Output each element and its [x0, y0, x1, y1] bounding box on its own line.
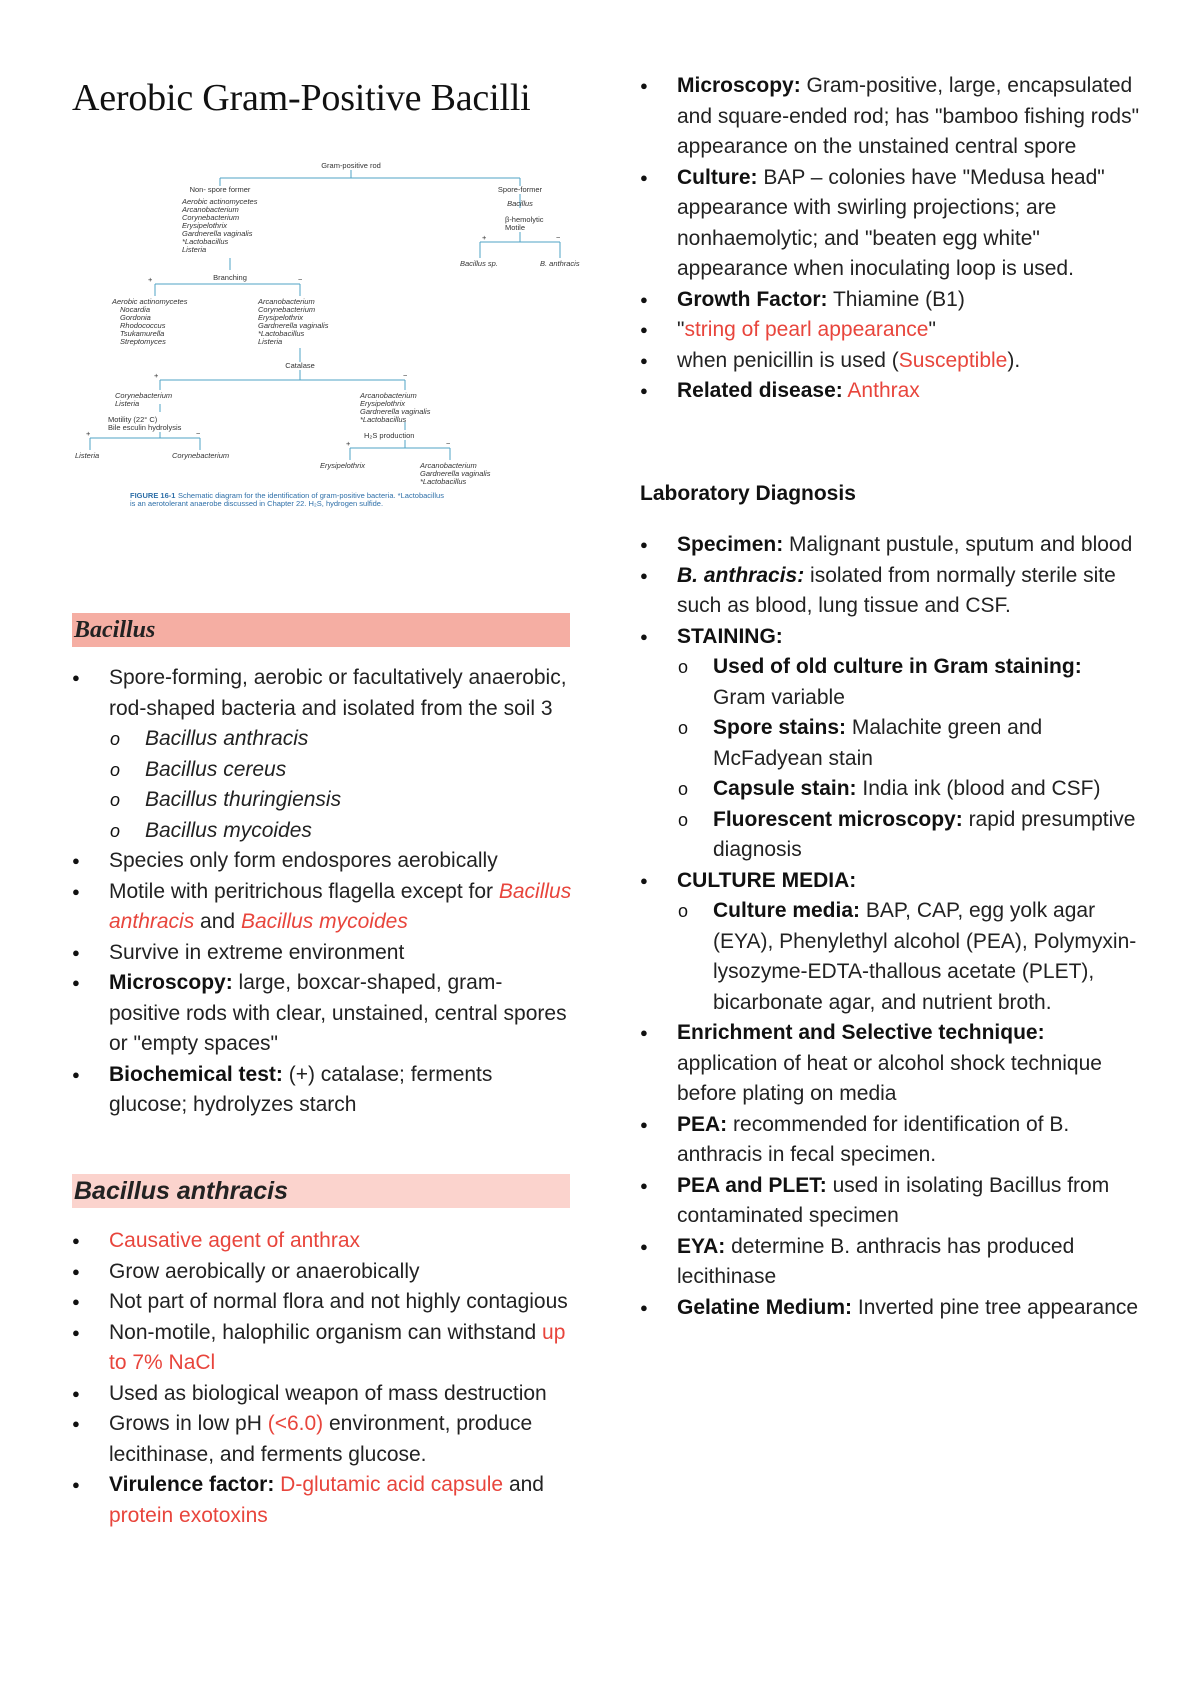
- list-item: ● Grow aerobically or anaerobically: [72, 1257, 572, 1288]
- fig-branch-yes: Tsukamurella: [120, 329, 165, 338]
- fig-branch-yes: Rhodococcus: [120, 321, 166, 330]
- list-item: ● PEA: recommended for identification of B. anthracis in fecal specimen.: [640, 1110, 1140, 1171]
- fig-branching: Branching: [213, 273, 247, 282]
- fig-cat-neg: Erysipelothrix: [360, 399, 406, 408]
- lab-diagnosis-heading: Laboratory Diagnosis: [640, 482, 856, 505]
- sub-item: o Capsule stain: India ink (blood and CSF): [640, 774, 1140, 805]
- fig-cat-neg: *Lactobacillus: [360, 415, 407, 424]
- list-item: ● Motile with peritrichous flagella except for Bacillus anthracis and Bacillus mycoides: [72, 877, 572, 938]
- list-item: ● Virulence factor: D-glutamic acid capsule and protein exotoxins: [72, 1470, 572, 1531]
- species-item: o Bacillus mycoides: [72, 816, 572, 847]
- list-item: ● Grows in low pH (<6.0) environment, produce lecithinase, and ferments glucose.: [72, 1409, 572, 1470]
- list-item: ● Non-motile, halophilic organism can withstand up to 7% NaCl: [72, 1318, 572, 1379]
- list-item: ● Enrichment and Selective technique: application of heat or alcohol shock technique before plating on media: [640, 1018, 1140, 1110]
- fig-plus: +: [482, 233, 487, 242]
- list-item: ● Not part of normal flora and not highly contagious: [72, 1287, 572, 1318]
- fig-h2s-neg: Gardnerella vaginalis: [420, 469, 491, 478]
- fig-catalase: Catalase: [285, 361, 315, 370]
- fig-plus: +: [148, 275, 153, 284]
- fig-motility: Motility (22° C): [108, 415, 158, 424]
- species-item: o Bacillus thuringiensis: [72, 785, 572, 816]
- fig-minus: −: [446, 439, 451, 448]
- fig-cat-pos: Corynebacterium: [115, 391, 173, 400]
- fig-h2s-neg: Arcanobacterium: [420, 461, 477, 470]
- list-item: ● Specimen: Malignant pustule, sputum and blood: [640, 530, 1140, 561]
- fig-erysipelothrix: Erysipelothrix: [320, 461, 366, 470]
- fig-nonspore-item: Corynebacterium: [182, 213, 240, 222]
- fig-spore: Spore-former: [497, 185, 543, 194]
- fig-h2s-neg: *Lactobacillus: [420, 477, 467, 486]
- fig-branch-no: Gardnerella vaginalis: [258, 321, 329, 330]
- fig-caption-text: Schematic diagram for the identification of gram-positive bacteria. *Lactobacillus: [178, 491, 444, 500]
- fig-minus: −: [556, 233, 561, 242]
- list-item: ● CULTURE MEDIA:: [640, 866, 1140, 897]
- species-item: o Bacillus anthracis: [72, 724, 572, 755]
- fig-root: Gram-positive rod: [321, 161, 381, 170]
- list-item: ● Microscopy: Gram-positive, large, encapsulated and square-ended rod; has "bamboo fishing rods" appearance on the unstained central spore: [640, 71, 1140, 163]
- lab-diagnosis-list: [640, 530, 1140, 1323]
- fig-branch-no: *Lactobacillus: [258, 329, 305, 338]
- fig-minus: −: [196, 429, 201, 438]
- fig-nonspore-item: Gardnerella vaginalis: [182, 229, 253, 238]
- list-item: ● STAINING:: [640, 622, 1140, 653]
- sub-item: o Culture media: BAP, CAP, egg yolk agar (EYA), Phenylethyl alcohol (PEA), Polymyxin-lysozyme-EDTA-thallous acetate (PLET), bicarbonate agar, and nutrient broth.: [640, 896, 1140, 1018]
- fig-bacillus-sp: Bacillus sp.: [460, 259, 498, 268]
- fig-cat-pos: Listeria: [115, 399, 140, 408]
- fig-plus: +: [154, 371, 159, 380]
- list-item: ● Spore-forming, aerobic or facultatively anaerobic, rod-shaped bacteria and isolated from the soil 3: [72, 663, 572, 724]
- fig-motile: Motile: [505, 223, 526, 232]
- sub-item: o Used of old culture in Gram staining: Gram variable: [640, 652, 1140, 713]
- fig-branch-yes: Nocardia: [120, 305, 151, 314]
- fig-caption-label: FIGURE 16-1: [130, 491, 176, 500]
- identification-flowchart: [75, 158, 585, 548]
- fig-branch-yes: Gordonia: [120, 313, 151, 322]
- fig-beta: β-hemolytic: [505, 215, 544, 224]
- list-item: ● Species only form endospores aerobically: [72, 846, 572, 877]
- fig-bile: Bile esculin hydrolysis: [108, 423, 182, 432]
- sub-item: o Spore stains: Malachite green and McFadyean stain: [640, 713, 1140, 774]
- list-item: ● Growth Factor: Thiamine (B1): [640, 285, 1140, 316]
- fig-branch-yes: Streptomyces: [120, 337, 166, 346]
- fig-nonspore-item: *Lactobacillus: [182, 237, 229, 246]
- anthracis-details-list: [640, 71, 1140, 407]
- fig-nonspore-item: Aerobic actinomycetes: [182, 197, 258, 206]
- fig-branch-no: Corynebacterium: [258, 305, 316, 314]
- fig-bacillus: Bacillus: [507, 199, 533, 208]
- anthracis-list: [72, 1226, 572, 1531]
- list-item: ● B. anthracis: isolated from normally sterile site such as blood, lung tissue and CSF.: [640, 561, 1140, 622]
- fig-branch-no: Listeria: [258, 337, 283, 346]
- anthracis-heading: Bacillus anthracis: [72, 1174, 570, 1208]
- fig-plus: +: [86, 429, 91, 438]
- fig-b-anthracis: B. anthracis: [540, 259, 580, 268]
- list-item: ● "string of pearl appearance": [640, 315, 1140, 346]
- fig-corynebacterium: Corynebacterium: [172, 451, 230, 460]
- fig-nonspore: Non- spore former: [189, 185, 251, 194]
- bacillus-heading: Bacillus: [72, 613, 570, 647]
- list-item: ● Survive in extreme environment: [72, 938, 572, 969]
- fig-cat-neg: Gardnerella vaginalis: [360, 407, 431, 416]
- list-item: ● Biochemical test: (+) catalase; ferments glucose; hydrolyzes starch: [72, 1060, 572, 1121]
- fig-nonspore-item: Listeria: [182, 245, 207, 254]
- list-item: ● when penicillin is used (Susceptible).: [640, 346, 1140, 377]
- list-item: ● Related disease: Anthrax: [640, 376, 1140, 407]
- list-item: ● Culture: BAP – colonies have "Medusa head" appearance with swirling projections; are nonhaemolytic; and "beaten egg white" appearance when inoculating loop is used.: [640, 163, 1140, 285]
- page-title: Aerobic Gram-Positive Bacilli: [72, 77, 531, 119]
- list-item: ● Causative agent of anthrax: [72, 1226, 572, 1257]
- fig-branch-no: Erysipelothrix: [258, 313, 304, 322]
- fig-nonspore-item: Arcanobacterium: [182, 205, 239, 214]
- fig-h2s: H₂S production: [364, 431, 415, 440]
- fig-plus: +: [346, 439, 351, 448]
- fig-cat-neg: Arcanobacterium: [360, 391, 417, 400]
- fig-branch-yes: Aerobic actinomycetes: [112, 297, 188, 306]
- bacillus-list: [72, 663, 572, 1121]
- list-item: ● PEA and PLET: used in isolating Bacillus from contaminated specimen: [640, 1171, 1140, 1232]
- species-item: o Bacillus cereus: [72, 755, 572, 786]
- list-item: ● Used as biological weapon of mass destruction: [72, 1379, 572, 1410]
- fig-caption-text2: is an aerotolerant anaerobe discussed in Chapter 22. H₂S, hydrogen sulfide.: [130, 499, 384, 508]
- list-item: ● EYA: determine B. anthracis has produced lecithinase: [640, 1232, 1140, 1293]
- fig-nonspore-item: Erysipelothrix: [182, 221, 228, 230]
- fig-branch-no: Arcanobacterium: [258, 297, 315, 306]
- fig-listeria: Listeria: [75, 451, 100, 460]
- list-item: ● Microscopy: large, boxcar-shaped, gram-positive rods with clear, unstained, central spores or "empty spaces": [72, 968, 572, 1060]
- fig-minus: −: [403, 371, 408, 380]
- list-item: ● Gelatine Medium: Inverted pine tree appearance: [640, 1293, 1140, 1324]
- fig-minus: −: [298, 275, 303, 284]
- sub-item: o Fluorescent microscopy: rapid presumptive diagnosis: [640, 805, 1140, 866]
